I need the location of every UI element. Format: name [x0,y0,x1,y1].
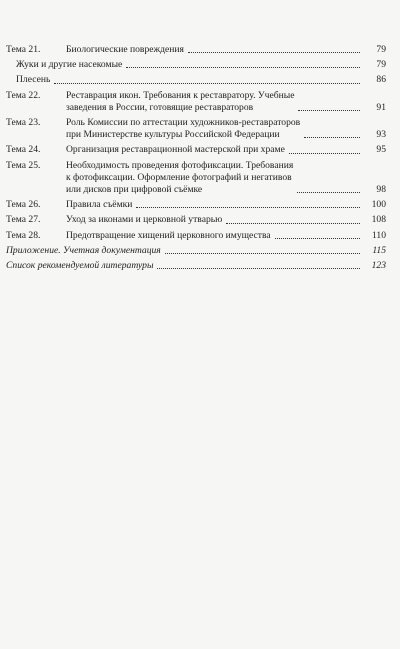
toc-entry-title-line: к фотофиксации. Оформление фотографий и негативов [66,171,292,183]
toc-entry-label: Тема 23. [6,117,41,129]
dot-leader [275,238,360,239]
toc-entry-title-line: Биологические повреждения [66,44,184,55]
toc-entry [6,214,386,226]
toc-entry-title-line: Уход за иконами и церковной утварью [66,214,223,226]
toc-entry-page-number: 95 [376,144,386,156]
toc-entry [6,117,386,141]
toc-entry-title [6,245,161,257]
toc-entry-label: Тема 27. [6,214,41,226]
toc-entry-title [66,117,300,141]
toc-entry-label: Тема 21. [6,44,41,55]
toc-entry-title [66,160,293,197]
toc-entry-title [66,44,184,56]
toc-entry [6,199,386,211]
dot-leader [165,253,360,254]
toc-entry-title-line: Плесень [16,74,51,86]
toc-entry-title-line: при Министерстве культуры Российской Федерации [66,129,280,141]
toc-entry [6,230,386,242]
toc-entry-title-line: заведения в России, готовящие реставраторов [66,101,254,113]
toc-entry-title [66,199,132,211]
toc-entry-page-number: 91 [376,101,386,113]
toc-entry-title-line: или дисков при цифровой съёмке [66,184,203,196]
toc-entry-title [66,90,294,114]
toc-entry-title [16,59,122,71]
toc-entry-title [66,214,222,226]
dot-leader [188,52,360,53]
toc-entry-page-number: 115 [372,244,386,256]
toc-entry [6,260,386,272]
toc-entry-page-number: 79 [376,44,386,55]
toc-entry [6,44,386,56]
dot-leader [298,110,360,111]
table-of-contents [6,44,386,275]
toc-entry-page-number: 98 [376,184,386,196]
toc-entry-page-number: 100 [371,199,386,211]
dot-leader [304,137,360,138]
toc-entry-label: Тема 22. [6,89,41,101]
toc-entry-label: Тема 25. [6,159,41,171]
toc-entry [6,160,386,197]
toc-entry-title-line: Список рекомендуемой литературы [6,260,154,272]
toc-entry-title [16,74,50,86]
toc-entry [6,90,386,114]
toc-entry-page-number: 93 [376,129,386,141]
toc-entry-label: Тема 28. [6,229,41,241]
toc-entry-title-line: Жуки и другие насекомые [16,59,123,71]
toc-entry-title-line: Необходимость проведения фотофиксации. Требования [66,159,294,171]
dot-leader [157,268,360,269]
toc-entry [6,59,386,71]
toc-entry-title-line: Реставрация икон. Требования к реставратору. Учебные [66,89,295,101]
toc-entry-title-line: Правила съёмки [66,199,133,211]
toc-entry-title-line: Роль Комиссии по аттестации художников-реставраторов [66,117,301,129]
toc-entry-title [6,260,153,272]
toc-entry-title [66,144,285,156]
toc-entry [6,144,386,156]
toc-entry-label: Тема 26. [6,199,41,211]
toc-entry [6,245,386,257]
dot-leader [126,67,360,68]
dot-leader [54,83,360,84]
toc-entry-page-number: 86 [376,74,386,86]
toc-entry [6,74,386,86]
dot-leader [136,207,360,208]
toc-entry-title-line: Приложение. Учетная документация [6,244,161,256]
toc-entry-page-number: 79 [376,59,386,71]
toc-entry-page-number: 108 [371,214,386,226]
toc-entry-page-number: 123 [371,260,386,272]
dot-leader [297,192,360,193]
dot-leader [289,153,360,154]
toc-entry-label: Тема 24. [6,144,41,156]
toc-entry-title-line: Предотвращение хищений церковного имущества [66,229,271,241]
toc-entry-page-number: 110 [371,229,386,241]
toc-entry-title [66,230,271,242]
dot-leader [226,223,360,224]
toc-entry-title-line: Организация реставрационной мастерской при храме [66,144,285,156]
